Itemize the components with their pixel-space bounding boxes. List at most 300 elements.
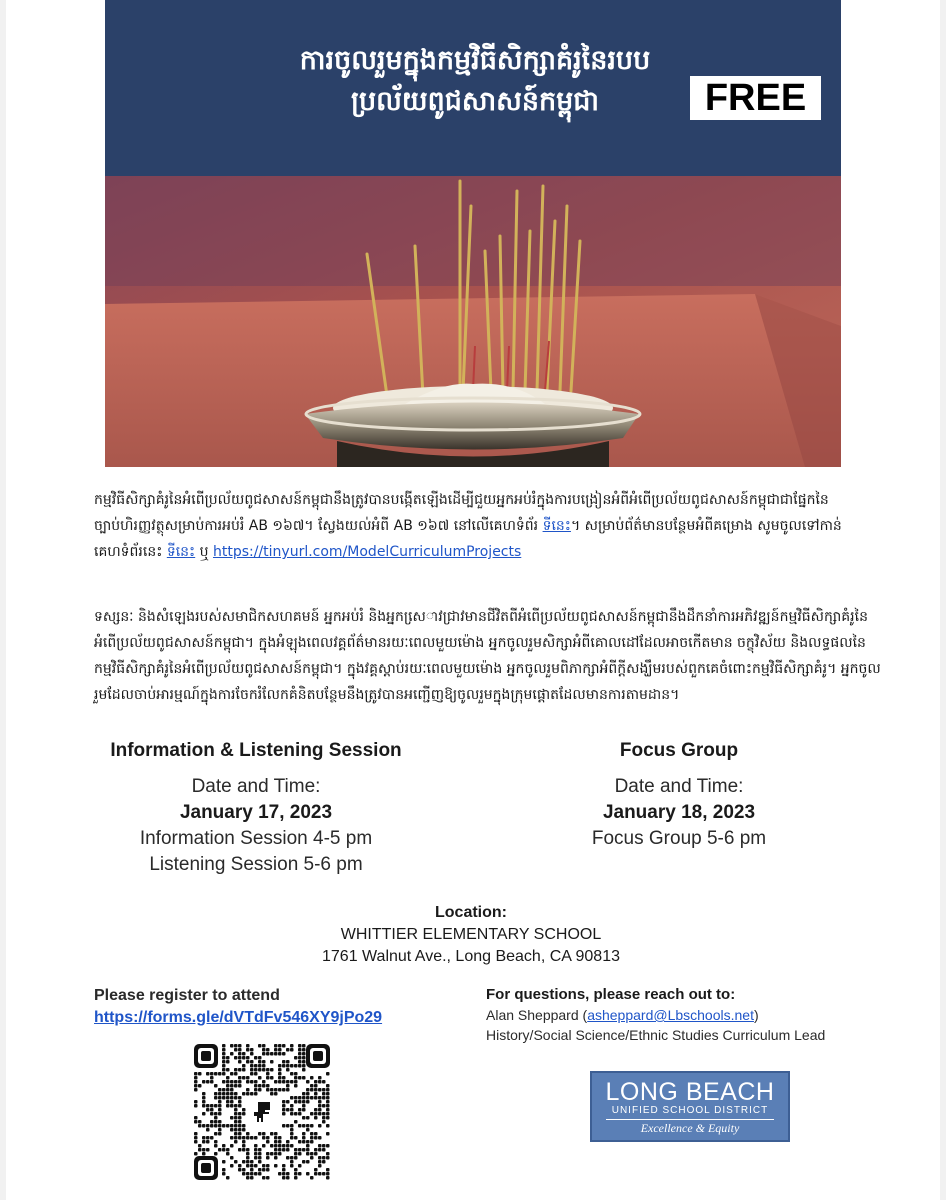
qr-module xyxy=(222,1168,226,1172)
qr-module xyxy=(322,1144,326,1148)
qr-module xyxy=(234,1068,238,1072)
qr-module xyxy=(282,1164,286,1168)
qr-module xyxy=(210,1076,214,1080)
qr-module xyxy=(274,1136,278,1140)
qr-module xyxy=(318,1096,322,1100)
qr-module xyxy=(266,1072,270,1076)
qr-module xyxy=(222,1124,226,1128)
qr-module xyxy=(226,1092,230,1096)
qr-module xyxy=(202,1124,206,1128)
qr-module xyxy=(198,1120,202,1124)
qr-module xyxy=(242,1092,246,1096)
incense-photo xyxy=(105,176,841,467)
qr-module xyxy=(242,1128,246,1132)
incense-photo-illustration xyxy=(105,176,841,467)
qr-module xyxy=(306,1088,310,1092)
qr-module xyxy=(282,1108,286,1112)
qr-module xyxy=(282,1060,286,1064)
qr-finder-bottom-left xyxy=(194,1156,218,1180)
tinyurl-link[interactable]: https://tinyurl.com/ModelCurriculumProjects xyxy=(212,544,522,560)
qr-module xyxy=(234,1056,238,1060)
qr-module xyxy=(262,1136,266,1140)
qr-module xyxy=(246,1060,250,1064)
qr-module xyxy=(322,1120,326,1124)
info-session-title: Information & Listening Session xyxy=(110,740,402,761)
qr-module xyxy=(302,1104,306,1108)
qr-module xyxy=(210,1080,214,1084)
qr-module xyxy=(302,1060,306,1064)
qr-module xyxy=(302,1116,306,1120)
qr-module xyxy=(262,1084,266,1088)
qr-module xyxy=(322,1156,326,1160)
qr-module xyxy=(234,1080,238,1084)
qr-module xyxy=(250,1172,254,1176)
logo-line-2: UNIFIED SCHOOL DISTRICT xyxy=(606,1105,774,1120)
qr-module xyxy=(234,1092,238,1096)
qr-module xyxy=(298,1064,302,1068)
header-title: ការចូលរួមក្នុងកម្មវិធីសិក្សាគំរូនៃរបប ប្រល័យពូជសាសន៍កម្ពុជា xyxy=(299,45,651,117)
qr-module xyxy=(254,1156,258,1160)
register-label: Please register to attend xyxy=(94,987,280,1004)
qr-module xyxy=(226,1080,230,1084)
qr-module xyxy=(302,1092,306,1096)
qr-module xyxy=(194,1104,198,1108)
qr-module xyxy=(230,1052,234,1056)
qr-module xyxy=(230,1128,234,1132)
qr-module xyxy=(194,1120,198,1124)
qr-module xyxy=(238,1048,242,1052)
qr-module xyxy=(286,1088,290,1092)
qr-module xyxy=(278,1044,282,1048)
qr-module xyxy=(270,1076,274,1080)
qr-module xyxy=(254,1072,258,1076)
contact-block xyxy=(486,985,906,1045)
qr-module xyxy=(226,1104,230,1108)
qr-module xyxy=(238,1056,242,1060)
qr-module xyxy=(222,1052,226,1056)
qr-module xyxy=(294,1168,298,1172)
qr-module xyxy=(246,1176,250,1180)
qr-module xyxy=(262,1044,266,1048)
qr-module xyxy=(274,1080,278,1084)
qr-module xyxy=(246,1044,250,1048)
qr-module xyxy=(218,1104,222,1108)
qr-module xyxy=(246,1172,250,1176)
qr-module xyxy=(266,1152,270,1156)
qr-module xyxy=(294,1136,298,1140)
qr-module xyxy=(222,1048,226,1052)
lbusd-logo xyxy=(590,1071,790,1142)
qr-module xyxy=(306,1152,310,1156)
qr-module xyxy=(210,1072,214,1076)
qr-module xyxy=(286,1048,290,1052)
qr-module xyxy=(210,1108,214,1112)
qr-module xyxy=(194,1084,198,1088)
qr-module xyxy=(266,1048,270,1052)
qr-module xyxy=(286,1144,290,1148)
qr-module xyxy=(286,1148,290,1152)
ab167-link[interactable]: ទីនេះ xyxy=(542,518,571,534)
qr-module xyxy=(250,1072,254,1076)
qr-module xyxy=(254,1172,258,1176)
qr-module xyxy=(246,1048,250,1052)
qr-module xyxy=(322,1104,326,1108)
qr-code[interactable] xyxy=(192,1042,332,1182)
qr-module xyxy=(302,1056,306,1060)
qr-module xyxy=(234,1128,238,1132)
qr-module xyxy=(230,1104,234,1108)
qr-module xyxy=(230,1088,234,1092)
contact-label: For questions, please reach out to: xyxy=(486,986,736,1003)
qr-module xyxy=(202,1152,206,1156)
qr-module xyxy=(214,1140,218,1144)
qr-module xyxy=(290,1128,294,1132)
qr-module xyxy=(238,1112,242,1116)
qr-module xyxy=(310,1112,314,1116)
qr-module xyxy=(294,1148,298,1152)
qr-module xyxy=(198,1084,202,1088)
qr-module xyxy=(286,1068,290,1072)
qr-module xyxy=(218,1112,222,1116)
qr-module xyxy=(322,1116,326,1120)
qr-module xyxy=(270,1088,274,1092)
qr-module xyxy=(282,1104,286,1108)
qr-module xyxy=(310,1140,314,1144)
qr-module xyxy=(270,1068,274,1072)
qr-module xyxy=(206,1148,210,1152)
qr-module xyxy=(210,1136,214,1140)
qr-module xyxy=(278,1136,282,1140)
qr-module xyxy=(202,1096,206,1100)
qr-module xyxy=(226,1096,230,1100)
qr-module xyxy=(202,1100,206,1104)
qr-module xyxy=(286,1156,290,1160)
intro-text-1: កម្មវិធីសិក្សាគំរូនៃអំពើប្រល័យពូជសាសន៍កម្ពុជានឹងត្រូវបានបង្កើតឡើងដើម្បីជួយអ្នកអប់រំក្នុងការបង្រៀនអំពីអំពើប្រល័យពូជសាសន៍កម្ពុជាជាផ្នែកនៃច្បាប់ហិរញ្ញវត្ថុសម្រាប់ការអប់រំ AB ១៦៧។ ស្វែងយល់អំពី AB ១៦៧ នៅលើគេហទំព័រ xyxy=(94,492,829,534)
qr-module xyxy=(302,1052,306,1056)
qr-module xyxy=(262,1132,266,1136)
qr-module xyxy=(282,1080,286,1084)
qr-module xyxy=(226,1152,230,1156)
qr-module xyxy=(318,1148,322,1152)
qr-module xyxy=(246,1160,250,1164)
qr-module xyxy=(242,1168,246,1172)
qr-module xyxy=(274,1152,278,1156)
qr-module xyxy=(214,1112,218,1116)
qr-module xyxy=(250,1060,254,1064)
flyer-page xyxy=(6,0,940,1200)
qr-module xyxy=(218,1132,222,1136)
qr-module xyxy=(290,1164,294,1168)
qr-module xyxy=(250,1164,254,1168)
qr-module xyxy=(234,1072,238,1076)
qr-module xyxy=(230,1080,234,1084)
contact-person xyxy=(486,1005,906,1025)
qr-module xyxy=(238,1164,242,1168)
qr-finder-top-right xyxy=(306,1044,330,1068)
qr-module xyxy=(230,1072,234,1076)
contact-name: Alan Sheppard ( xyxy=(486,1007,588,1023)
qr-module xyxy=(218,1148,222,1152)
qr-module xyxy=(326,1108,330,1112)
qr-module xyxy=(246,1076,250,1080)
qr-module xyxy=(298,1096,302,1100)
qr-module xyxy=(230,1044,234,1048)
qr-module xyxy=(278,1072,282,1076)
qr-module xyxy=(258,1064,262,1068)
qr-module xyxy=(194,1140,198,1144)
qr-module xyxy=(258,1168,262,1172)
contact-email-link[interactable]: asheppard@Lbschools.net xyxy=(587,1007,754,1023)
qr-module xyxy=(222,1096,226,1100)
qr-module xyxy=(290,1144,294,1148)
qr-module xyxy=(306,1100,310,1104)
qr-module xyxy=(290,1124,294,1128)
qr-module xyxy=(286,1100,290,1104)
qr-module xyxy=(282,1144,286,1148)
qr-module xyxy=(286,1176,290,1180)
qr-module xyxy=(278,1140,282,1144)
qr-module xyxy=(302,1136,306,1140)
qr-module xyxy=(306,1116,310,1120)
register-link[interactable]: https://forms.gle/dVTdFv546XY9jPo29 xyxy=(94,1009,383,1026)
qr-module xyxy=(206,1108,210,1112)
qr-module xyxy=(222,1088,226,1092)
qr-module xyxy=(326,1100,330,1104)
qr-module xyxy=(302,1100,306,1104)
qr-module xyxy=(294,1176,298,1180)
qr-module xyxy=(274,1144,278,1148)
qr-module xyxy=(286,1140,290,1144)
qr-module xyxy=(258,1088,262,1092)
qr-module xyxy=(282,1124,286,1128)
qr-module xyxy=(302,1148,306,1152)
qr-module xyxy=(318,1172,322,1176)
qr-module xyxy=(206,1140,210,1144)
qr-module xyxy=(286,1124,290,1128)
qr-module xyxy=(234,1124,238,1128)
qr-module xyxy=(326,1088,330,1092)
qr-module xyxy=(238,1080,242,1084)
qr-module xyxy=(314,1088,318,1092)
qr-module xyxy=(282,1088,286,1092)
qr-module xyxy=(218,1108,222,1112)
qr-module xyxy=(298,1076,302,1080)
qr-module xyxy=(214,1144,218,1148)
logo-tagline: Excellence & Equity xyxy=(640,1121,740,1135)
qr-module xyxy=(274,1044,278,1048)
header-banner xyxy=(105,0,841,176)
qr-module xyxy=(278,1152,282,1156)
qr-module xyxy=(310,1136,314,1140)
qr-module xyxy=(242,1140,246,1144)
qr-module xyxy=(222,1064,226,1068)
qr-module xyxy=(238,1124,242,1128)
qr-module xyxy=(326,1168,330,1172)
qr-module xyxy=(254,1148,258,1152)
qr-module xyxy=(230,1116,234,1120)
qr-module xyxy=(222,1060,226,1064)
qr-module xyxy=(310,1156,314,1160)
qr-module xyxy=(314,1172,318,1176)
qr-module xyxy=(202,1136,206,1140)
qr-module xyxy=(242,1112,246,1116)
qr-module xyxy=(302,1068,306,1072)
qr-module xyxy=(314,1148,318,1152)
qr-module xyxy=(262,1080,266,1084)
qr-module xyxy=(242,1064,246,1068)
qr-module xyxy=(194,1080,198,1084)
qr-module xyxy=(250,1092,254,1096)
qr-module xyxy=(302,1160,306,1164)
qr-module xyxy=(306,1148,310,1152)
qr-module xyxy=(274,1156,278,1160)
qr-module xyxy=(282,1044,286,1048)
qr-module xyxy=(278,1148,282,1152)
qr-module xyxy=(318,1088,322,1092)
qr-module xyxy=(222,1080,226,1084)
qr-module xyxy=(262,1048,266,1052)
qr-module xyxy=(306,1172,310,1176)
qr-module xyxy=(270,1052,274,1056)
intro-text-3: ឬ xyxy=(195,544,213,560)
qr-module xyxy=(198,1072,202,1076)
qr-module xyxy=(266,1156,270,1160)
qr-module xyxy=(298,1100,302,1104)
qr-module xyxy=(226,1068,230,1072)
qr-module xyxy=(318,1144,322,1148)
qr-module xyxy=(214,1084,218,1088)
qr-module xyxy=(274,1092,278,1096)
qr-module xyxy=(262,1060,266,1064)
qr-module xyxy=(318,1112,322,1116)
qr-module xyxy=(298,1172,302,1176)
qr-module xyxy=(326,1172,330,1176)
qr-module xyxy=(310,1076,314,1080)
qr-module xyxy=(222,1068,226,1072)
location-name: WHITTIER ELEMENTARY SCHOOL xyxy=(340,926,602,943)
qr-module xyxy=(294,1080,298,1084)
qr-module xyxy=(238,1052,242,1056)
qr-module xyxy=(238,1148,242,1152)
qr-module xyxy=(210,1104,214,1108)
qr-module xyxy=(318,1136,322,1140)
qr-module xyxy=(298,1148,302,1152)
qr-module xyxy=(326,1112,330,1116)
qr-module xyxy=(318,1156,322,1160)
qr-module xyxy=(226,1056,230,1060)
qr-module xyxy=(290,1160,294,1164)
qr-module xyxy=(270,1132,274,1136)
qr-module xyxy=(258,1172,262,1176)
qr-module xyxy=(234,1048,238,1052)
info-session-date-label: Date and Time: xyxy=(191,776,321,797)
qr-module xyxy=(294,1172,298,1176)
qr-module xyxy=(202,1080,206,1084)
qr-module xyxy=(326,1096,330,1100)
qr-module xyxy=(226,1060,230,1064)
qr-module xyxy=(294,1084,298,1088)
qr-module xyxy=(322,1160,326,1164)
qr-module xyxy=(226,1084,230,1088)
qr-module xyxy=(254,1136,258,1140)
qr-module xyxy=(314,1092,318,1096)
project-info-link[interactable]: ទីនេះ xyxy=(166,544,196,560)
qr-module xyxy=(238,1096,242,1100)
qr-module xyxy=(250,1136,254,1140)
qr-module xyxy=(206,1080,210,1084)
qr-module xyxy=(290,1132,294,1136)
qr-module xyxy=(226,1100,230,1104)
qr-module xyxy=(254,1084,258,1088)
qr-module xyxy=(290,1072,294,1076)
qr-module xyxy=(326,1144,330,1148)
qr-module xyxy=(230,1096,234,1100)
qr-module xyxy=(282,1052,286,1056)
qr-module xyxy=(322,1080,326,1084)
qr-module xyxy=(254,1092,258,1096)
qr-module xyxy=(202,1112,206,1116)
qr-module xyxy=(254,1164,258,1168)
qr-module xyxy=(318,1108,322,1112)
qr-module xyxy=(214,1072,218,1076)
qr-module xyxy=(242,1124,246,1128)
qr-module xyxy=(254,1056,258,1060)
qr-module xyxy=(326,1104,330,1108)
qr-module xyxy=(290,1064,294,1068)
focus-group-time: Focus Group 5-6 pm xyxy=(591,828,767,849)
qr-module xyxy=(290,1136,294,1140)
qr-module xyxy=(234,1096,238,1100)
qr-module xyxy=(218,1120,222,1124)
qr-module xyxy=(222,1144,226,1148)
intro-text-2: ។ សម្រាប់ព័ត៌មានបន្ថែមអំពីគម្រោង សូមចូលទៅកាន់គេហទំព័រនេះ xyxy=(94,518,842,560)
qr-module xyxy=(214,1096,218,1100)
qr-module xyxy=(310,1084,314,1088)
qr-module xyxy=(238,1076,242,1080)
qr-module xyxy=(326,1152,330,1156)
qr-module xyxy=(278,1052,282,1056)
focus-group-title: Focus Group xyxy=(619,740,739,761)
info-session-date: January 17, 2023 xyxy=(179,802,333,823)
qr-module xyxy=(322,1092,326,1096)
qr-module xyxy=(266,1076,270,1080)
qr-module xyxy=(238,1044,242,1048)
qr-module xyxy=(322,1112,326,1116)
qr-module xyxy=(246,1056,250,1060)
qr-module xyxy=(262,1068,266,1072)
qr-module xyxy=(238,1100,242,1104)
qr-module xyxy=(290,1044,294,1048)
qr-module xyxy=(246,1152,250,1156)
qr-module xyxy=(326,1092,330,1096)
qr-module xyxy=(282,1168,286,1172)
qr-module xyxy=(234,1044,238,1048)
info-listening-session xyxy=(86,740,426,878)
focus-group-session xyxy=(539,740,819,852)
qr-module xyxy=(282,1100,286,1104)
qr-module xyxy=(250,1052,254,1056)
qr-module xyxy=(326,1124,330,1128)
qr-module xyxy=(298,1164,302,1168)
qr-module xyxy=(282,1148,286,1152)
qr-module xyxy=(230,1156,234,1160)
qr-module xyxy=(262,1168,266,1172)
qr-module xyxy=(254,1064,258,1068)
qr-module xyxy=(278,1172,282,1176)
focus-group-date-label: Date and Time: xyxy=(614,776,744,797)
qr-module xyxy=(202,1140,206,1144)
qr-module xyxy=(314,1116,318,1120)
